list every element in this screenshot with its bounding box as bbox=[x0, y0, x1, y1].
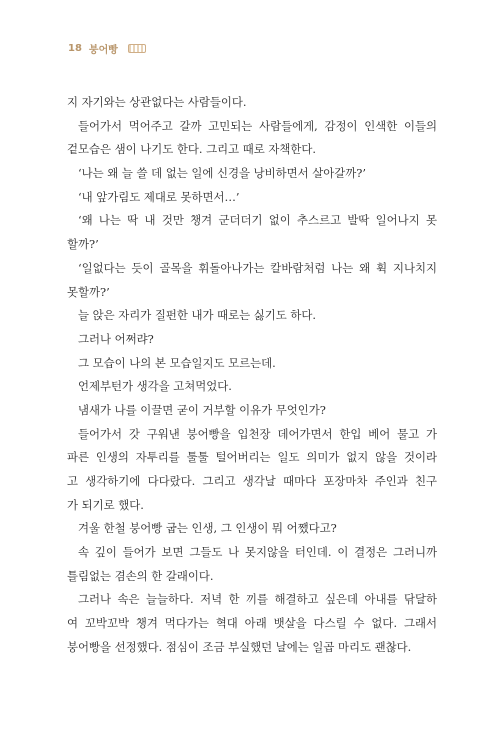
text-line: 틀림없는 겸손의 한 갈래이다. bbox=[67, 568, 214, 583]
text-line: 들어가서 먹어주고 갈까 고민되는 사람들에게, 감정이 인색한 이들의 bbox=[78, 118, 437, 133]
text-line: 그러나 속은 늘늘하다. 저녁 한 끼를 해결하고 싶은데 아내를 닦달하 bbox=[78, 592, 437, 607]
text-line: 못할까?’ bbox=[67, 284, 110, 299]
text-line: 가 되기로 했다. bbox=[67, 497, 144, 512]
text-line: ‘내 앞가림도 제대로 못하면서…’ bbox=[78, 189, 240, 204]
text-line: 들어가서 갓 구워낸 붕어빵을 입천장 데어가면서 한입 베어 물고 가 bbox=[78, 426, 437, 441]
text-line: 지 자기와는 상관없다는 사람들이다. bbox=[67, 95, 247, 109]
running-head bbox=[68, 41, 146, 56]
text-line: 그러나 어쩌랴? bbox=[78, 331, 154, 346]
text-line: 냄새가 나를 이끌면 굳이 거부할 이유가 무엇인가? bbox=[78, 402, 326, 417]
body-text bbox=[67, 94, 437, 663]
text-line: ‘나는 왜 늘 쓸 데 없는 일에 신경을 낭비하면서 살아갈까?’ bbox=[78, 166, 367, 181]
text-line: 속 깊이 들어가 보면 그들도 나 못지않을 터인데. 이 결정은 그러니까 bbox=[78, 545, 437, 560]
text-line: ‘일없다는 듯이 골목을 휘돌아나가는 칼바람처럼 나는 왜 휙 지나치지 bbox=[78, 260, 437, 275]
text-line: 할까?’ bbox=[67, 237, 99, 252]
text-line: ‘왜 나는 딱 내 것만 챙겨 군더더기 없이 추스르고 발딱 일어나지 못 bbox=[78, 213, 437, 228]
text-line: 겨울 한철 붕어빵 굽는 인생, 그 인생이 뭐 어쨌다고? bbox=[78, 521, 337, 536]
chapter-title: 붕어빵 bbox=[88, 45, 118, 56]
text-line: 붕어빵을 선정했다. 점심이 조금 부실했던 날에는 일곱 마리도 괜찮다. bbox=[67, 639, 412, 654]
text-line: 그 모습이 나의 본 모습일지도 모르는데. bbox=[78, 355, 276, 370]
text-line: 언제부턴가 생각을 고쳐먹었다. bbox=[78, 379, 232, 394]
text-line: 파른 인생의 자투리를 툴툴 털어버리는 일도 의미가 없지 않을 것이라 bbox=[67, 450, 437, 465]
page-number: 18 bbox=[68, 43, 82, 54]
text-line: 늘 앉은 자리가 질펀한 내가 때로는 싫기도 하다. bbox=[78, 308, 317, 323]
text-line: 고 생각하기에 다다랐다. 그리고 생각날 때마다 포장마차 주인과 친구 bbox=[67, 474, 437, 488]
ornament-icon bbox=[128, 44, 146, 53]
text-line: 겉모습은 샘이 나기도 한다. 그리고 때로 자책한다. bbox=[67, 142, 317, 157]
text-line: 여 꼬박꼬박 챙겨 먹다가는 혁대 아래 뱃살을 다스릴 수 없다. 그래서 bbox=[67, 616, 437, 631]
